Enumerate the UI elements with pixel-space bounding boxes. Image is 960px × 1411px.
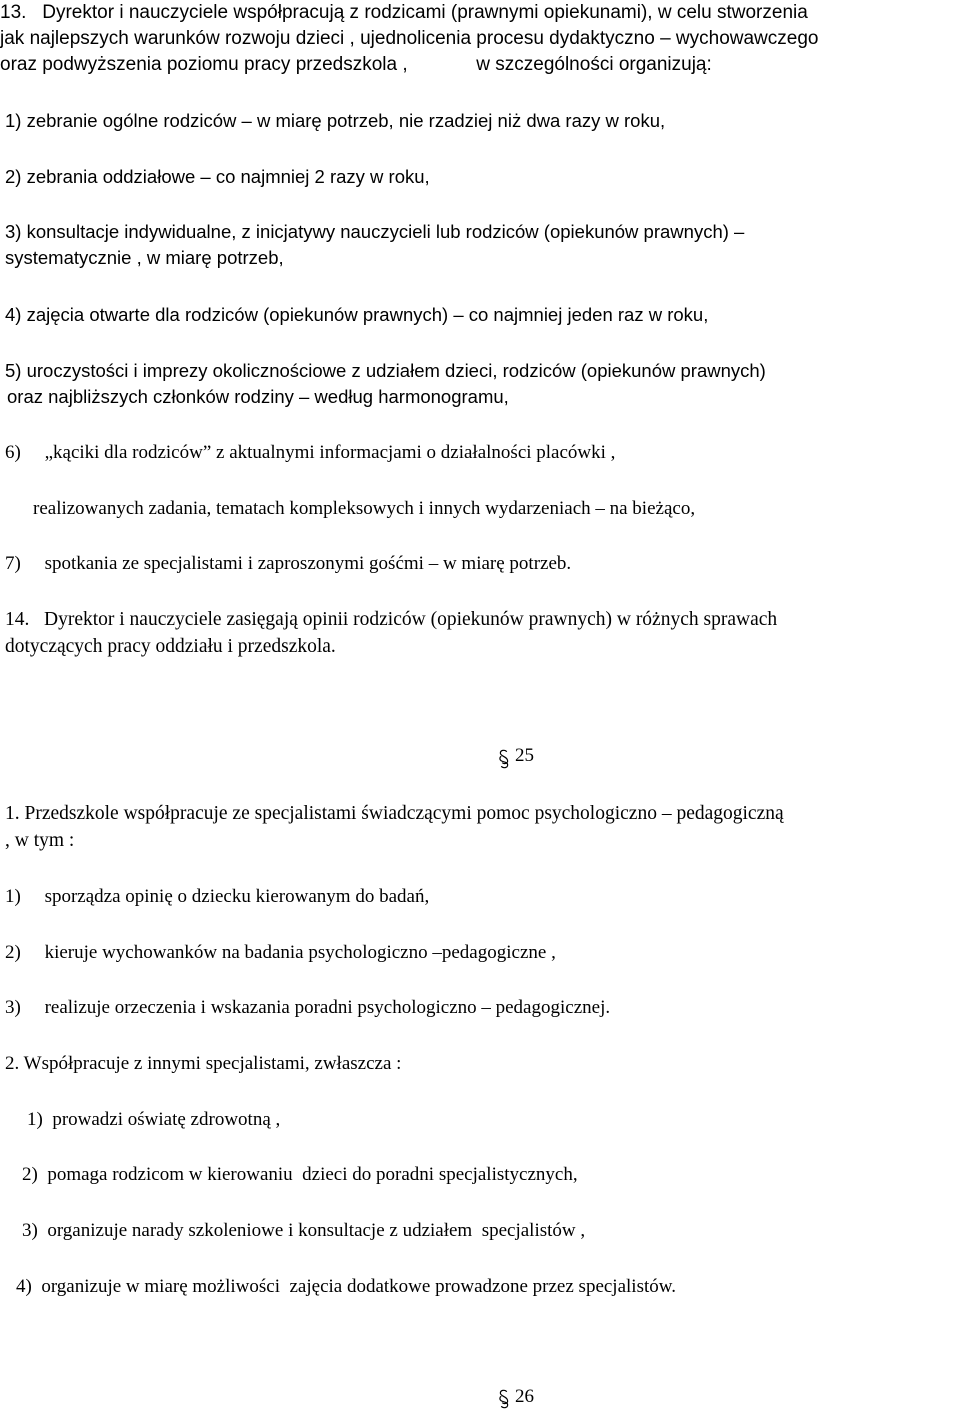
p13-item-3-cont: systematycznie , w miarę potrzeb, [5, 247, 284, 268]
p13-line1: 13. Dyrektor i nauczyciele współpracują z rodzicami (prawnymi opiekunami), w celu stworzenia [0, 2, 808, 23]
section-sign-icon [496, 1389, 512, 1409]
p13-item-3: 3) konsultacje indywidualne, z inicjatywy nauczycieli lub rodziców (opiekunów prawnych) – [5, 221, 745, 242]
p13-item-5-cont: oraz najbliższych członków rodziny – według harmonogramu, [7, 386, 509, 407]
p13-item-6: 6) „kąciki dla rodziców” z aktualnymi informacjami o działalności placówki , [5, 442, 616, 463]
s25-p2-item-2: 2) pomaga rodzicom w kierowaniu dzieci do poradni specjalistycznych, [22, 1164, 578, 1185]
s25-p2-line: 2. Współpracuje z innymi specjalistami, zwłaszcza : [5, 1053, 402, 1074]
s25-p1-line1: 1. Przedszkole współpracuje ze specjalistami świadczącymi pomoc psychologiczno – pedagogiczną [5, 803, 784, 824]
p14-line1: 14. Dyrektor i nauczyciele zasięgają opinii rodziców (opiekunów prawnych) w różnych sprawach [5, 609, 778, 630]
p13-item-7: 7) spotkania ze specjalistami i zaproszonymi gośćmi – w miarę potrzeb. [5, 553, 572, 574]
p13-item-2: 2) zebrania oddziałowe – co najmniej 2 razy w roku, [5, 166, 430, 187]
p13-item-6-cont: realizowanych zadania, tematach kompleksowych i innych wydarzeniach – na bieżąco, [33, 498, 696, 519]
s25-p1-item-3: 3) realizuje orzeczenia i wskazania poradni psychologiczno – pedagogicznej. [5, 997, 611, 1018]
s25-p1-line2: , w tym : [5, 830, 75, 851]
p13-item-1: 1) zebranie ogólne rodziców – w miarę potrzeb, nie rzadziej niż dwa razy w roku, [5, 110, 666, 131]
section-25-number: 25 [515, 745, 534, 766]
s25-p2-item-1: 1) prowadzi oświatę zdrowotną , [27, 1109, 281, 1130]
p13-item-5: 5) uroczystości i imprezy okolicznościowe z udziałem dzieci, rodziców (opiekunów prawnych) [5, 360, 766, 381]
s25-p2-item-3: 3) organizuje narady szkoleniowe i konsultacje z udziałem specjalistów , [22, 1220, 586, 1241]
section-26-number: 26 [515, 1386, 534, 1407]
s25-p1-item-1: 1) sporządza opinię o dziecku kierowanym do badań, [5, 886, 430, 907]
section-sign-icon [496, 749, 512, 769]
p14-line2: dotyczących pracy oddziału i przedszkola. [5, 636, 336, 657]
p13-line2: jak najlepszych warunków rozwoju dzieci , ujednolicenia procesu dydaktyczno – wychowawczego [0, 28, 819, 49]
p13-line3: oraz podwyższenia poziomu pracy przedszkola , w szczególności organizują: [0, 54, 712, 75]
s25-p1-item-2: 2) kieruje wychowanków na badania psychologiczno –pedagogiczne , [5, 942, 556, 963]
s25-p2-item-4: 4) organizuje w miarę możliwości zajęcia dodatkowe prowadzone przez specjalistów. [16, 1276, 676, 1297]
p13-item-4: 4) zajęcia otwarte dla rodziców (opiekunów prawnych) – co najmniej jeden raz w roku, [5, 304, 709, 325]
